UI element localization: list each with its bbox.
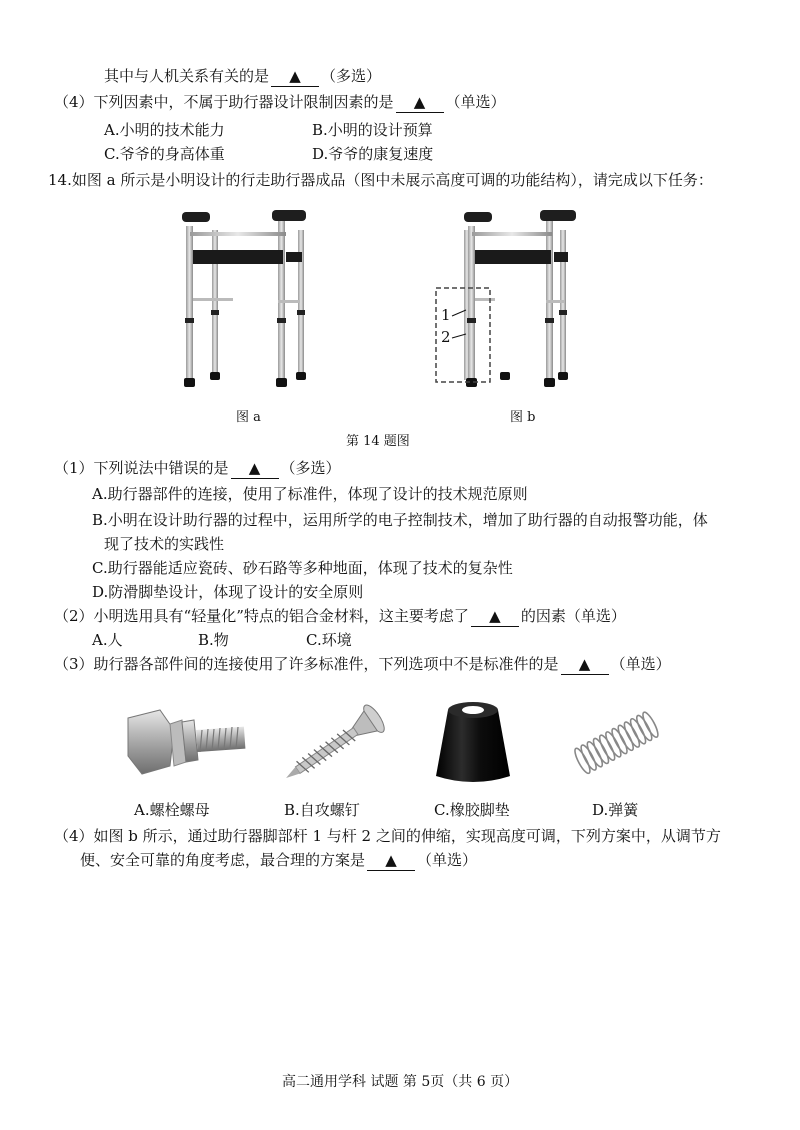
- answer-blank[interactable]: ▲: [271, 66, 319, 87]
- walker-figure-b: [432, 206, 607, 396]
- option-b: B.自攻螺钉: [284, 801, 360, 819]
- option-b-cont: 现了技术的实践性: [104, 535, 225, 553]
- option-d: D.爷爷的康复速度: [312, 145, 434, 163]
- q13-part4: （4）下列因素中，不属于助行器设计限制因素的是 ▲ （单选）: [54, 93, 506, 111]
- option-c: C.橡胶脚垫: [434, 801, 510, 819]
- page-footer: 高二通用学科 试题 第 5页（共 6 页）: [282, 1074, 519, 1090]
- answer-blank[interactable]: ▲: [561, 654, 609, 675]
- option-a: A.螺栓螺母: [134, 801, 210, 819]
- screw-image: [270, 700, 400, 790]
- q14-stem: 14.如图 a 所示是小明设计的行走助行器成品（图中未展示高度可调的功能结构），请完成以下任务：: [48, 171, 713, 189]
- figure-b-label-1: 1: [441, 306, 451, 324]
- option-b: B.小明的设计预算: [312, 121, 433, 139]
- rubber-pad-image: [428, 696, 518, 792]
- answer-blank[interactable]: ▲: [396, 92, 444, 113]
- option-a: A.助行器部件的连接，使用了标准件，体现了设计的技术规范原则: [92, 485, 528, 503]
- figure-b-caption: 图 b: [510, 410, 536, 425]
- q14-part4-cont: 便、安全可靠的角度考虑，最合理的方案是 ▲ （单选）: [80, 851, 478, 869]
- option-c: C.爷爷的身高体重: [104, 145, 225, 163]
- figure-b-label-2: 2: [441, 328, 451, 346]
- walker-figure-a: [180, 206, 340, 396]
- option-c: C.助行器能适应瓷砖、砂石路等多种地面，体现了技术的复杂性: [92, 559, 513, 577]
- figure-a-caption: 图 a: [236, 410, 261, 425]
- q14-part2: （2）小明选用具有“轻量化”特点的铝合金材料，这主要考虑了 ▲ 的因素（单选）: [54, 607, 626, 625]
- bolt-nut-image: [120, 700, 250, 790]
- q14-part3: （3）助行器各部件间的连接使用了许多标准件，下列选项中不是标准件的是 ▲ （单选）: [54, 655, 671, 673]
- option-b: B.小明在设计助行器的过程中，运用所学的电子控制技术，增加了助行器的自动报警功能，体: [92, 511, 708, 529]
- answer-blank[interactable]: ▲: [367, 850, 415, 871]
- answer-blank[interactable]: ▲: [471, 606, 519, 627]
- option-c: C.环境: [306, 631, 352, 649]
- spring-image: [566, 700, 666, 786]
- option-d: D.弹簧: [592, 801, 639, 819]
- q14-part1: （1）下列说法中错误的是 ▲ （多选）: [54, 459, 341, 477]
- q13-tail: 其中与人机关系有关的是 ▲ （多选）: [104, 67, 382, 85]
- option-b: B.物: [198, 631, 229, 649]
- answer-blank[interactable]: ▲: [231, 458, 279, 479]
- option-a: A.人: [92, 631, 123, 649]
- option-a: A.小明的技术能力: [104, 121, 225, 139]
- option-d: D.防滑脚垫设计，体现了设计的安全原则: [92, 583, 364, 601]
- figure-title: 第 14 题图: [346, 434, 410, 449]
- q13-tail-text: 其中与人机关系有关的是: [104, 67, 270, 85]
- q14-part4: （4）如图 b 所示，通过助行器脚部杆 1 与杆 2 之间的伸缩，实现高度可调，下列方案中，从调节方: [54, 827, 721, 845]
